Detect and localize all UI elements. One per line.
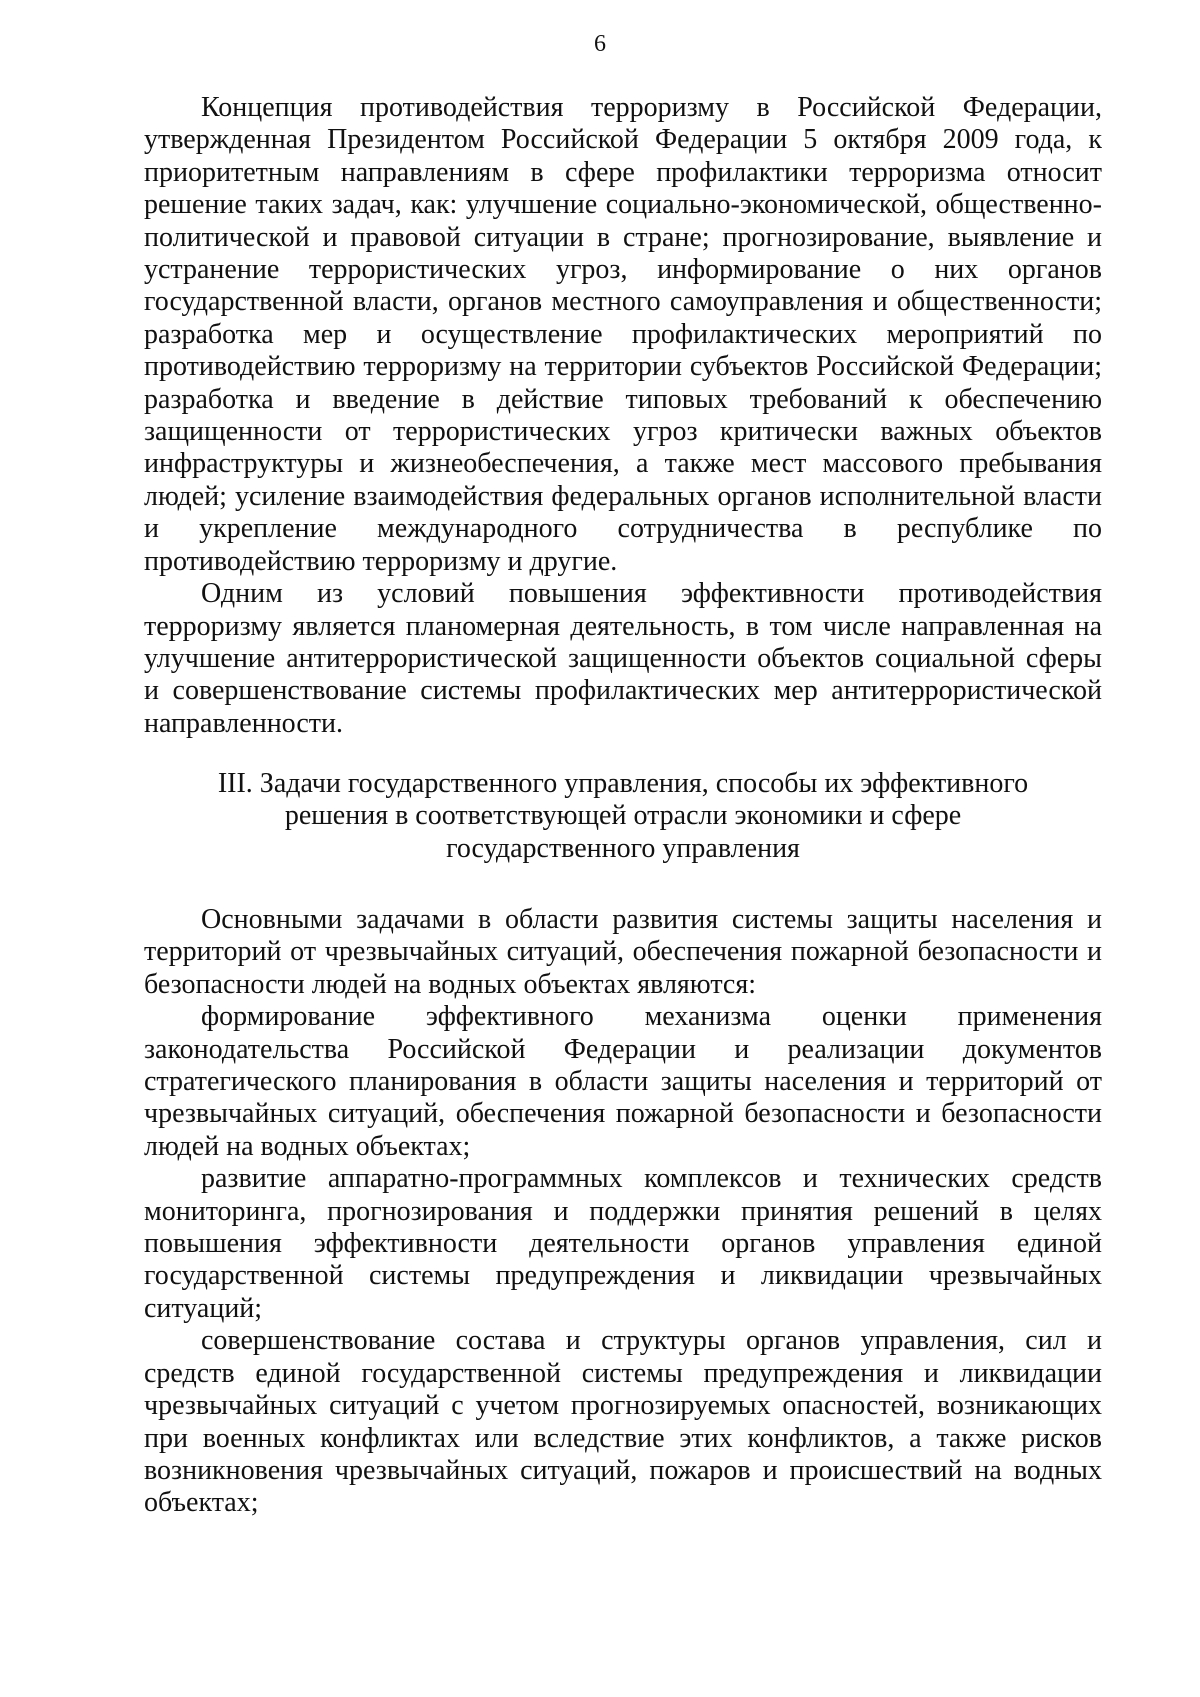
paragraph-main-tasks: Основными задачами в области развития системы защиты населения и территорий от чрезвычайных ситуаций, обеспечения пожарной безопасности и безопасности людей на водных объектах являются: [144, 904, 1102, 1000]
paragraph-task-structure: совершенствование состава и структуры органов управления, сил и средств единой государственной системы предупреждения и ликвидации чрезвычайных ситуаций с учетом прогнозируемых опасностей, возникающих при военных конфликтах или вследствие этих конфликтов, а также рисков возникновения чрезвычайных ситуаций, пожаров и происшествий на водных объектах; [144, 1325, 1102, 1519]
paragraph-task-monitoring: развитие аппаратно-программных комплексов и технических средств мониторинга, прогнозирования и поддержки принятия решений в целях повышения эффективности деятельности органов управления единой государственной системы предупреждения и ликвидации чрезвычайных ситуаций; [144, 1163, 1102, 1324]
section-tasks-text [144, 904, 1102, 1520]
heading-line-2: решения в соответствующей отрасли экономики и сфере [284, 800, 962, 832]
paragraph-concept: Концепция противодействия терроризму в Российской Федерации, утвержденная Президентом Российской Федерации 5 октября 2009 года, к приоритетным направлениям в сфере профилактики терроризма относит решение таких задач, как: улучшение социально-экономической, общественно-политической и правовой ситуации в стране; прогнозирование, выявление и устранение террористических угроз, информирование о них органов государственной власти, органов местного самоуправления и общественности; разработка мер и осуществление профилактических мероприятий по противодействию терроризму на территории субъектов Российской Федерации; разработка и введение в действие типовых требований к обеспечению защищенности от террористических угроз критически важных объектов инфраструктуры и жизнеобеспечения, а также мест массового пребывания людей; усиление взаимодействия федеральных органов исполнительной власти и укрепление международного сотрудничества в республике по противодействию терроризму и другие. [144, 92, 1102, 577]
section-concept-text [144, 92, 1102, 740]
heading-line-3: государственного управления [446, 832, 800, 864]
section-heading [144, 768, 1102, 865]
paragraph-task-legislation: формирование эффективного механизма оценки применения законодательства Российской Федерации и реализации документов стратегического планирования в области защиты населения и территорий от чрезвычайных ситуаций, обеспечения пожарной безопасности и безопасности людей на водных объектах; [144, 1001, 1102, 1162]
paragraph-conditions: Одним из условий повышения эффективности противодействия терроризму является планомерная деятельность, в том числе направленная на улучшение антитеррористической защищенности объектов социальной сферы и совершенствование системы профилактических мер антитеррористической направленности. [144, 578, 1102, 739]
page-number: 6 [594, 31, 606, 57]
heading-line-1: III. Задачи государственного управления, способы их эффективного [217, 768, 1029, 799]
